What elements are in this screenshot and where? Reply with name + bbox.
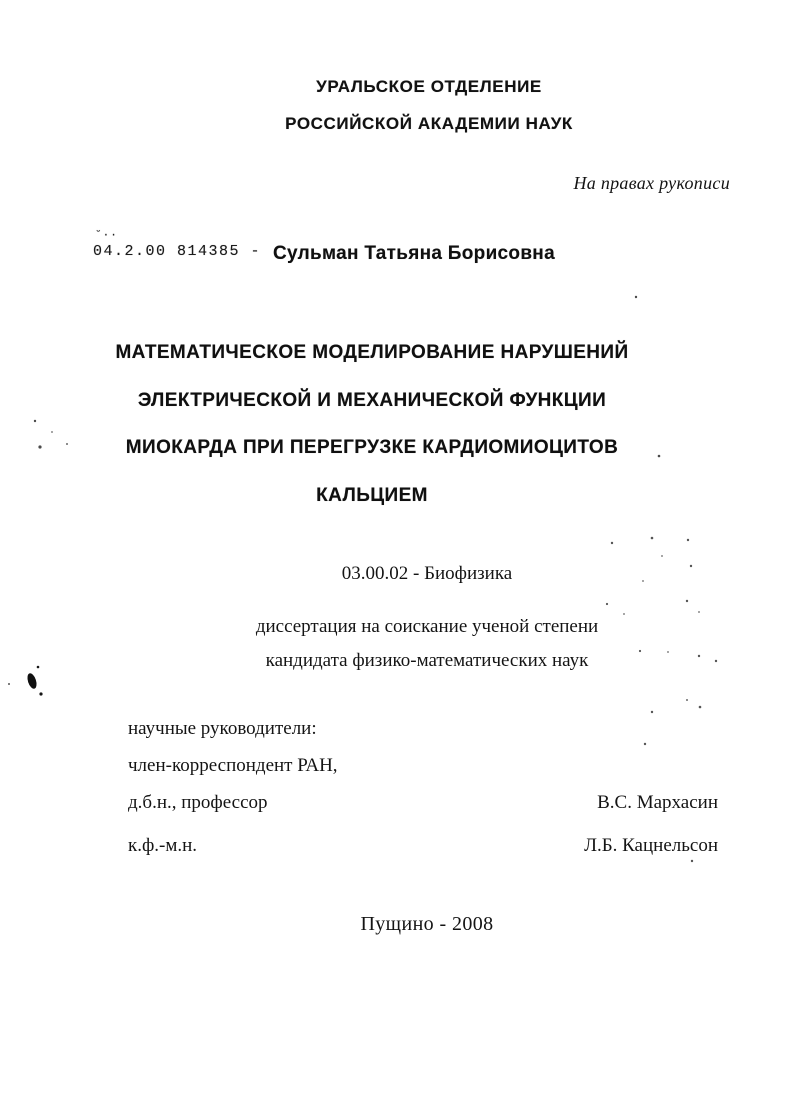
city-year-footer: Пущино - 2008 xyxy=(360,913,494,935)
title-line-2: ЭЛЕКТРИЧЕСКОЙ И МЕХАНИЧЕСКОЙ ФУНКЦИИ xyxy=(137,389,607,411)
stamp-number: 04.2.00 814385 - xyxy=(93,243,262,260)
supervisors-block xyxy=(128,710,718,864)
author-name: Сульман Татьяна Борисовна xyxy=(273,243,555,264)
dissertation-title xyxy=(0,329,771,519)
library-stamp xyxy=(93,230,262,260)
supervisor-rank: д.б.н., профессор xyxy=(128,792,268,813)
supervisor-rank: к.ф.-м.н. xyxy=(128,835,198,856)
title-line-4: КАЛЬЦИЕМ xyxy=(316,484,428,506)
title-line-3: МИОКАРДА ПРИ ПЕРЕГРУЗКЕ КАРДИОМИОЦИТОВ xyxy=(125,437,619,458)
degree-line-1: диссертация на соискание ученой степени xyxy=(255,616,599,637)
supervisor-row xyxy=(128,784,718,821)
manuscript-rights-note: На правах рукописи xyxy=(573,173,730,193)
stamp-marks: ˘·· xyxy=(95,230,118,242)
supervisor-row xyxy=(128,827,718,864)
institution-header xyxy=(30,68,798,142)
supervisor-name: В.С. Мархасин xyxy=(597,792,718,813)
degree-line-2: кандидата физико-математических наук xyxy=(265,650,589,671)
supervisor-name: Л.Б. Кацнельсон xyxy=(584,835,718,856)
specialty-code: 03.00.02 - Биофизика xyxy=(341,563,513,584)
title-line-1: МАТЕМАТИЧЕСКОЕ МОДЕЛИРОВАНИЕ НАРУШЕНИЙ xyxy=(115,342,629,363)
degree-statement xyxy=(28,610,798,678)
supervisors-heading: научные руководители: xyxy=(128,718,317,739)
supervisors-subheading: член-корреспондент РАН, xyxy=(128,755,338,776)
institution-line-1: УРАЛЬСКОЕ ОТДЕЛЕНИЕ xyxy=(316,77,542,96)
institution-line-2: РОССИЙСКОЙ АКАДЕМИИ НАУК xyxy=(285,114,573,133)
